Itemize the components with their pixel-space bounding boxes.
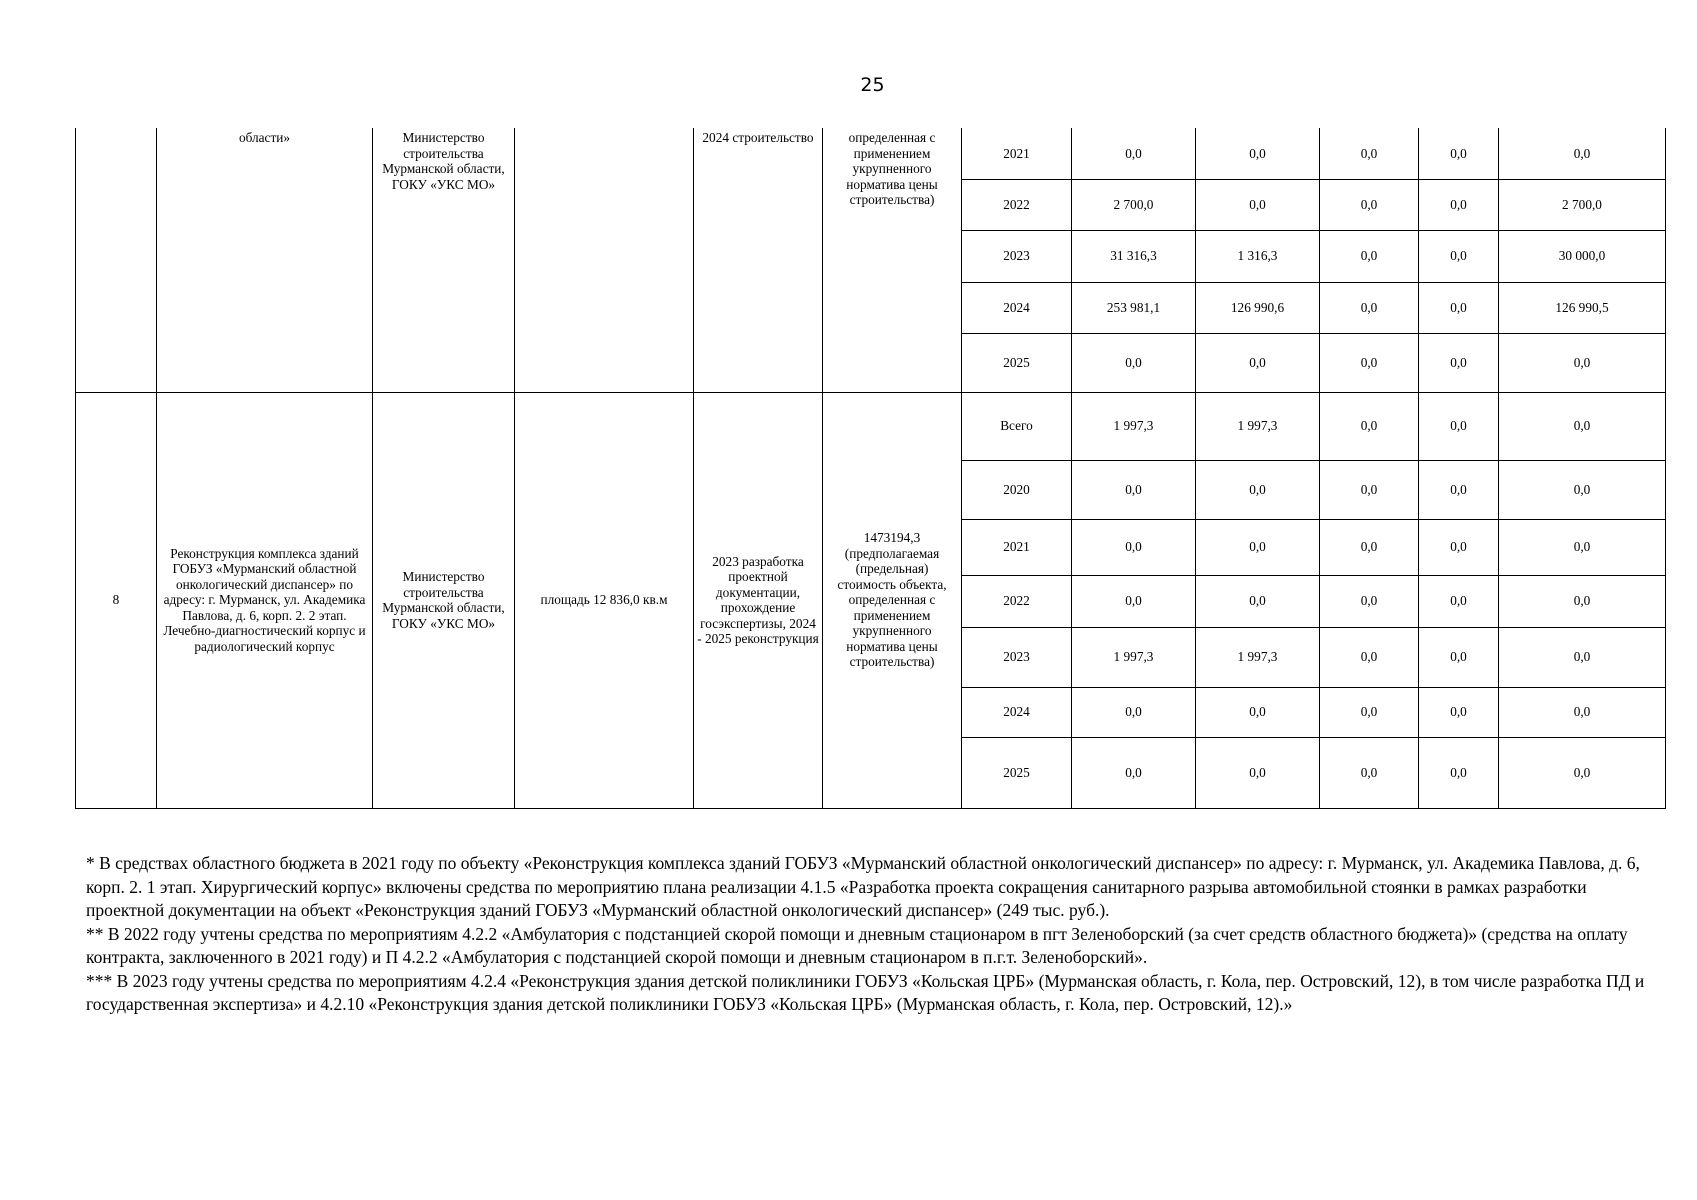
total-cell: 0,0 (1072, 519, 1196, 575)
executor-cell: Министерство строительства Мурманской области, ГОКУ «УКС МО» (373, 128, 515, 392)
value-cell: 0,0 (1320, 392, 1419, 460)
value-cell: 0,0 (1320, 179, 1419, 230)
year-cell: 2020 (962, 460, 1072, 519)
object-name-cell: области» (157, 128, 373, 392)
value-cell: 0,0 (1499, 519, 1666, 575)
value-cell: 0,0 (1419, 627, 1499, 687)
year-cell: 2021 (962, 128, 1072, 179)
year-cell: 2024 (962, 282, 1072, 333)
value-cell: 0,0 (1320, 687, 1419, 737)
value-cell: 0,0 (1196, 128, 1320, 179)
program-table (75, 128, 1666, 809)
period-cell: 2023 разработка проектной документации, прохождение госэкспертизы, 2024 - 2025 реконструкция (694, 392, 823, 808)
value-cell: 0,0 (1499, 575, 1666, 627)
value-cell: 0,0 (1196, 575, 1320, 627)
value-cell: 1 997,3 (1196, 627, 1320, 687)
table-row (76, 128, 1666, 179)
value-cell: 0,0 (1320, 575, 1419, 627)
value-cell: 0,0 (1419, 687, 1499, 737)
row-number-cell: 8 (76, 392, 157, 808)
value-cell: 0,0 (1320, 282, 1419, 333)
value-cell: 0,0 (1320, 460, 1419, 519)
total-cell: 253 981,1 (1072, 282, 1196, 333)
total-cell: 1 997,3 (1072, 627, 1196, 687)
value-cell: 0,0 (1196, 737, 1320, 808)
total-cell: 0,0 (1072, 687, 1196, 737)
row-number-cell (76, 128, 157, 392)
value-cell: 0,0 (1419, 333, 1499, 392)
period-cell: 2024 строительство (694, 128, 823, 392)
value-cell: 1 316,3 (1196, 230, 1320, 282)
footnote-3: *** В 2023 году учтены средства по мероприятиям 4.2.4 «Реконструкция здания детской поликлиники ГОБУЗ «Кольская ЦРБ» (Мурманская область, г. Кола, пер. Островский, 12), в том числе разработка ПД и государственная экспертиза» и 4.2.10 «Реконструкция здания детской поликлиники ГОБУЗ «Кольская ЦРБ» (Мурманская область, г. Кола, пер. Островский, 12).» (86, 970, 1645, 1014)
executor-cell: Министерство строительства Мурманской области, ГОКУ «УКС МО» (373, 392, 515, 808)
total-cell: 2 700,0 (1072, 179, 1196, 230)
total-cell: 0,0 (1072, 460, 1196, 519)
value-cell: 0,0 (1499, 627, 1666, 687)
value-cell: 0,0 (1419, 737, 1499, 808)
value-cell: 0,0 (1320, 737, 1419, 808)
value-cell: 0,0 (1419, 519, 1499, 575)
total-cell: 0,0 (1072, 737, 1196, 808)
value-cell: 0,0 (1499, 128, 1666, 179)
footnote-2: ** В 2022 году учтены средства по мероприятиям 4.2.2 «Амбулатория с подстанцией скорой помощи и дневным стационаром в пгт Зеленоборский (за счет средств областного бюджета)» (средства на оплату контракта, заключенного в 2021 году) и П 4.2.2 «Амбулатория с подстанцией скорой помощи и дневным стационаром в п.г.т. Зеленоборский». (86, 923, 1628, 967)
table-row (76, 392, 1666, 460)
value-cell: 0,0 (1419, 282, 1499, 333)
capacity-cell: площадь 12 836,0 кв.м (515, 392, 694, 808)
value-cell: 126 990,5 (1499, 282, 1666, 333)
capacity-cell (515, 128, 694, 392)
value-cell: 0,0 (1419, 460, 1499, 519)
value-cell: 0,0 (1499, 333, 1666, 392)
value-cell: 0,0 (1320, 128, 1419, 179)
value-cell: 0,0 (1196, 460, 1320, 519)
year-cell: 2023 (962, 230, 1072, 282)
page-number: 25 (860, 74, 885, 96)
cost-cell: 1473194,3 (предполагаемая (предельная) стоимость объекта, определенная с применением укрупненного норматива цены строительства) (823, 392, 962, 808)
value-cell: 0,0 (1499, 460, 1666, 519)
cost-cell: определенная с применением укрупненного норматива цены строительства) (823, 128, 962, 392)
value-cell: 0,0 (1499, 687, 1666, 737)
total-cell: 1 997,3 (1072, 392, 1196, 460)
value-cell: 0,0 (1196, 333, 1320, 392)
value-cell: 0,0 (1419, 128, 1499, 179)
value-cell: 0,0 (1196, 687, 1320, 737)
total-cell: 31 316,3 (1072, 230, 1196, 282)
year-cell: Всего (962, 392, 1072, 460)
footnotes (86, 852, 1658, 1017)
year-cell: 2021 (962, 519, 1072, 575)
value-cell: 0,0 (1320, 519, 1419, 575)
year-cell: 2024 (962, 687, 1072, 737)
year-cell: 2025 (962, 333, 1072, 392)
year-cell: 2025 (962, 737, 1072, 808)
value-cell: 0,0 (1419, 392, 1499, 460)
value-cell: 0,0 (1320, 627, 1419, 687)
value-cell: 0,0 (1419, 575, 1499, 627)
year-cell: 2022 (962, 179, 1072, 230)
value-cell: 0,0 (1499, 737, 1666, 808)
value-cell: 0,0 (1320, 230, 1419, 282)
year-cell: 2022 (962, 575, 1072, 627)
value-cell: 126 990,6 (1196, 282, 1320, 333)
footnote-1: * В средствах областного бюджета в 2021 году по объекту «Реконструкция комплекса зданий ГОБУЗ «Мурманский областной онкологический диспансер» по адресу: г. Мурманск, ул. Академика Павлова, д. 6, корп. 2. 1 этап. Хирургический корпус» включены средства по мероприятию плана реализации 4.1.5 «Разработка проекта сокращения санитарного разрыва автомобильной стоянки в рамках разработки проектной документации на объект «Реконструкция зданий ГОБУЗ «Мурманский областной онкологический диспансер» (249 тыс. руб.). (86, 853, 1640, 920)
value-cell: 0,0 (1320, 333, 1419, 392)
total-cell: 0,0 (1072, 333, 1196, 392)
value-cell: 1 997,3 (1196, 392, 1320, 460)
total-cell: 0,0 (1072, 128, 1196, 179)
year-cell: 2023 (962, 627, 1072, 687)
value-cell: 0,0 (1196, 519, 1320, 575)
value-cell: 30 000,0 (1499, 230, 1666, 282)
value-cell: 0,0 (1419, 230, 1499, 282)
total-cell: 0,0 (1072, 575, 1196, 627)
value-cell: 0,0 (1499, 392, 1666, 460)
object-name-cell: Реконструкция комплекса зданий ГОБУЗ «Мурманский областной онкологический диспансер» по адресу: г. Мурманск, ул. Академика Павлова, д. 6, корп. 2. 2 этап. Лечебно-диагностический корпус и радиологический корпус (157, 392, 373, 808)
value-cell: 0,0 (1419, 179, 1499, 230)
value-cell: 2 700,0 (1499, 179, 1666, 230)
value-cell: 0,0 (1196, 179, 1320, 230)
